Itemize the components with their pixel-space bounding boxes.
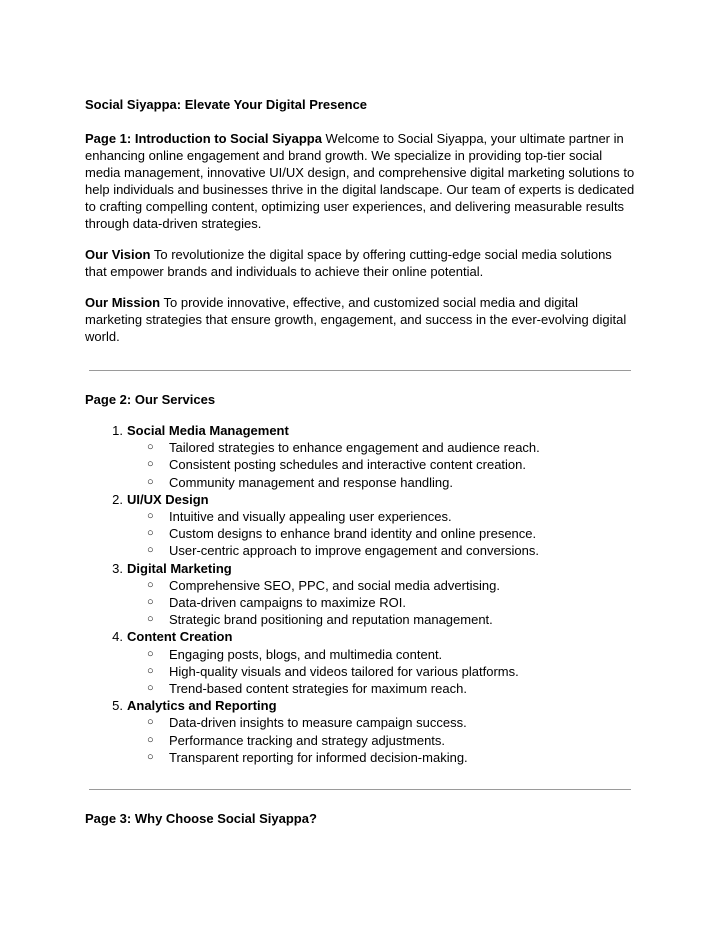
vision-paragraph: [85, 246, 637, 280]
circle-bullet-icon: ○: [147, 510, 154, 523]
services-heading: Page 2: Our Services: [85, 392, 216, 407]
service-detail-item: [85, 611, 645, 628]
circle-bullet-icon: ○: [147, 544, 154, 557]
service-detail-text: Transparent reporting for informed decision-making.: [169, 749, 468, 765]
intro-paragraph: [85, 130, 637, 232]
service-detail-item: [85, 525, 645, 542]
service-title: UI/UX Design: [127, 491, 209, 507]
document-title: Social Siyappa: Elevate Your Digital Presence: [85, 97, 368, 112]
service-detail-text: Intuitive and visually appealing user experiences.: [169, 509, 452, 525]
service-number: 4.: [112, 629, 123, 645]
service-detail-item: [85, 439, 645, 456]
service-detail-item: [85, 542, 645, 559]
mission-heading: Our Mission: [85, 295, 161, 310]
service-detail-text: Tailored strategies to enhance engagement and audience reach.: [169, 440, 540, 456]
intro-text: Welcome to Social Siyappa, your ultimate partner in enhancing online engagement and brand growth. We specialize in providing top-tier social media management, innovative UI/UX design, and comprehensive digital marketing solutions to help individuals and businesses thrive in the digital landscape. Our team of experts is dedicated to crafting compelling content, optimizing user experiences, and delivering measurable results through data-driven strategies.: [85, 131, 635, 231]
service-detail-item: [85, 508, 645, 525]
vision-heading: Our Vision: [85, 247, 151, 262]
circle-bullet-icon: ○: [147, 716, 154, 729]
service-detail-item: [85, 714, 645, 731]
circle-bullet-icon: ○: [147, 527, 154, 540]
circle-bullet-icon: ○: [147, 682, 154, 695]
service-detail-item: [85, 732, 645, 749]
service-number: 5.: [112, 698, 123, 714]
service-item: [85, 422, 645, 439]
service-detail-text: Engaging posts, blogs, and multimedia content.: [169, 646, 443, 662]
service-number: 3.: [112, 560, 123, 576]
circle-bullet-icon: ○: [147, 578, 154, 591]
mission-paragraph: [85, 294, 637, 345]
service-item: [85, 697, 645, 714]
service-detail-item: [85, 577, 645, 594]
service-detail-text: Community management and response handling.: [169, 474, 454, 490]
circle-bullet-icon: ○: [147, 441, 154, 454]
services-list: [85, 422, 645, 766]
circle-bullet-icon: ○: [147, 733, 154, 746]
service-detail-item: [85, 646, 645, 663]
service-title: Content Creation: [127, 629, 233, 645]
service-item: [85, 560, 645, 577]
circle-bullet-icon: ○: [147, 458, 154, 471]
service-item: [85, 628, 645, 645]
service-title: Social Media Management: [127, 423, 289, 438]
service-detail-item: [85, 594, 645, 611]
circle-bullet-icon: ○: [147, 647, 154, 660]
service-number: 1.: [112, 423, 123, 438]
vision-text: To revolutionize the digital space by offering cutting-edge social media solutions that empower brands and individuals to achieve their online potential.: [85, 247, 612, 279]
why-choose-heading: Page 3: Why Choose Social Siyappa?: [85, 811, 317, 826]
service-detail-text: Performance tracking and strategy adjustments.: [169, 732, 446, 748]
service-detail-item: [85, 680, 645, 697]
service-detail-item: [85, 749, 645, 766]
intro-heading: Page 1: Introduction to Social Siyappa: [85, 131, 322, 146]
service-title: Analytics and Reporting: [127, 698, 277, 714]
service-detail-text: Strategic brand positioning and reputation management.: [169, 612, 493, 628]
page-1-section: [85, 96, 637, 345]
service-detail-text: Data-driven campaigns to maximize ROI.: [169, 595, 406, 611]
circle-bullet-icon: ○: [147, 664, 154, 677]
service-number: 2.: [112, 491, 123, 507]
service-detail-item: [85, 456, 645, 473]
service-item: [85, 491, 645, 508]
service-detail-text: High-quality visuals and videos tailored for various platforms.: [169, 663, 519, 679]
service-detail-text: Comprehensive SEO, PPC, and social media advertising.: [169, 577, 500, 593]
service-title: Digital Marketing: [127, 560, 232, 576]
circle-bullet-icon: ○: [147, 750, 154, 763]
page-divider: [89, 370, 631, 371]
page-divider: [89, 789, 631, 790]
service-detail-text: Consistent posting schedules and interactive content creation.: [169, 457, 526, 473]
service-detail-text: Custom designs to enhance brand identity and online presence.: [169, 526, 537, 542]
circle-bullet-icon: ○: [147, 475, 154, 488]
mission-text: To provide innovative, effective, and customized social media and digital marketing strategies that ensure growth, engagement, and success in the ever-evolving digital world.: [85, 295, 627, 344]
service-detail-text: Trend-based content strategies for maximum reach.: [169, 681, 467, 697]
service-detail-text: Data-driven insights to measure campaign success.: [169, 715, 467, 731]
circle-bullet-icon: ○: [147, 596, 154, 609]
service-detail-text: User-centric approach to improve engagement and conversions.: [169, 543, 539, 559]
circle-bullet-icon: ○: [147, 613, 154, 626]
service-detail-item: [85, 663, 645, 680]
service-detail-item: [85, 474, 645, 491]
